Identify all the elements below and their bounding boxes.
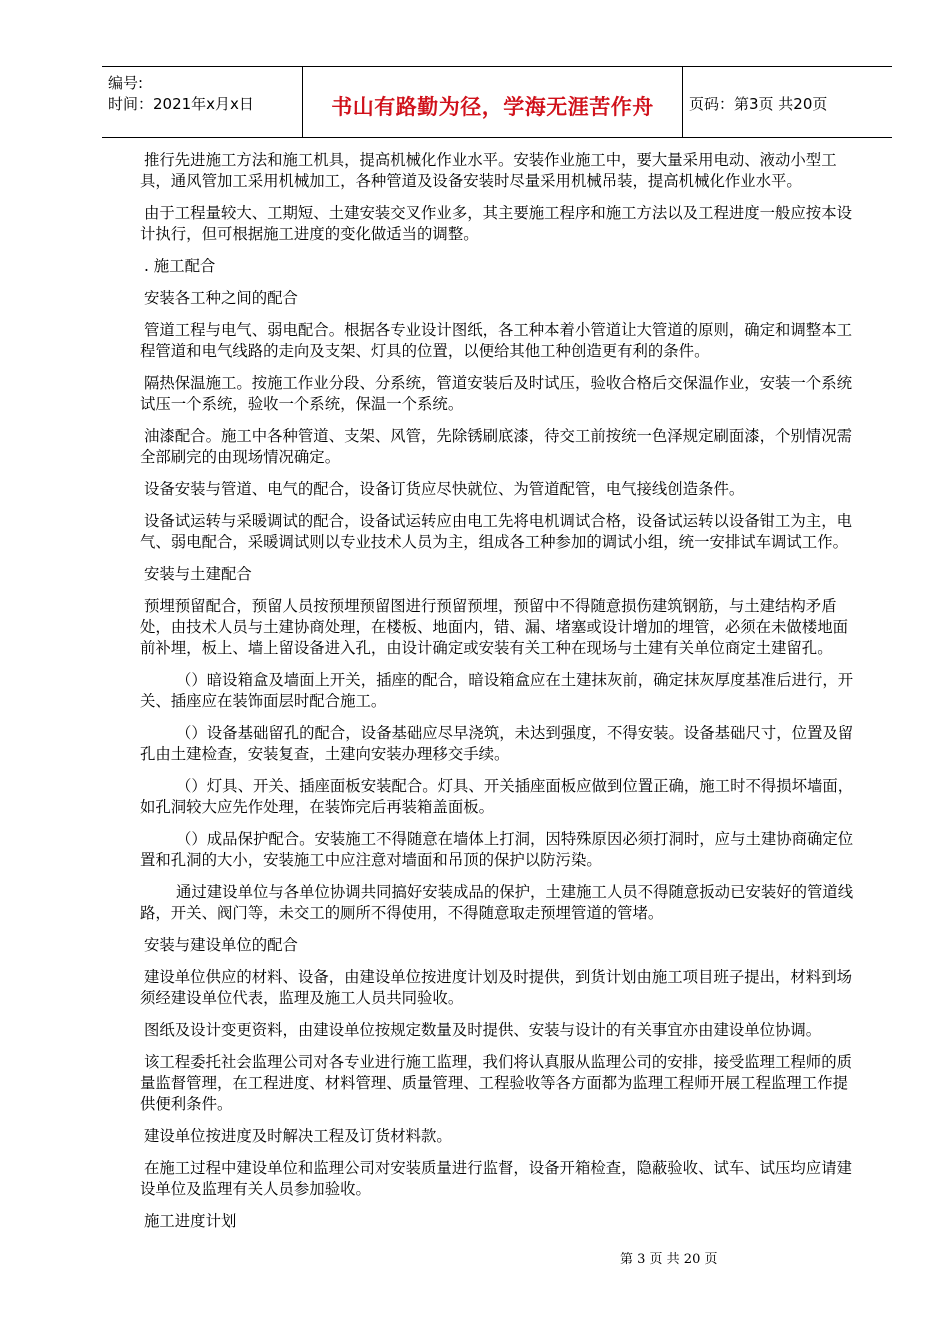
subsection-heading: 施工进度计划: [144, 1212, 237, 1230]
header-slogan: 书山有路勤为径，学海无涯苦作舟: [331, 95, 654, 119]
paragraph: 该工程委托社会监理公司对各专业进行施工监理，我们将认真服从监理公司的安排，接受监理工程师的质量监督管理，在工程进度、材料管理、质量管理、工程验收等各方面都为监理工程师开展工程监理工作提供便利条件。: [140, 1053, 852, 1113]
paragraph: 建设单位按进度及时解决工程及订货材料款。: [144, 1127, 452, 1145]
header-info-cell: [102, 67, 303, 137]
header-page-cell: [683, 67, 892, 137]
paragraph: 图纸及设计变更资料，由建设单位按规定数量及时提供、安装与设计的有关事宜亦由建设单位协调。: [144, 1021, 822, 1039]
paragraph: 通过建设单位与各单位协调共同搞好安装成品的保护，土建施工人员不得随意扳动已安装好的管道线路，开关、阀门等，未交工的厕所不得使用，不得随意取走预埋管道的管堵。: [140, 883, 854, 922]
paragraph: 设备安装与管道、电气的配合，设备订货应尽快就位、为管道配管，电气接线创造条件。: [144, 480, 745, 498]
paragraph: 推行先进施工方法和施工机具，提高机械化作业水平。安装作业施工中，要大量采用电动、液动小型工具，通风管加工采用机械加工，各种管道及设备安装时尽量采用机械吊装，提高机械化作业水平。: [140, 151, 837, 190]
subsection-heading: 安装与建设单位的配合: [144, 936, 298, 954]
paragraph: 预埋预留配合，预留人员按预埋预留图进行预留预埋，预留中不得随意损伤建筑钢筋，与土建结构矛盾处，由技术人员与土建协商处理，在楼板、地面内，错、漏、堵塞或设计增加的埋管，必须在未做楼地面前补埋，板上、墙上留设备进入孔，由设计确定或安装有关工种在现场与土建有关单位商定土建留孔。: [140, 597, 848, 657]
section-heading: . 施工配合: [144, 257, 216, 275]
subsection-heading: 安装各工种之间的配合: [144, 289, 298, 307]
list-item: （）成品保护配合。安装施工不得随意在墙体上打洞，因特殊原因必须打洞时，应与土建协商确定位置和孔洞的大小，安装施工中应注意对墙面和吊顶的保护以防污染。: [140, 830, 854, 869]
page-footer: 第 3 页 共 20 页: [620, 1252, 718, 1267]
list-item: （）暗设箱盒及墙面上开关，插座的配合，暗设箱盒应在土建抹灰前，确定抹灰厚度基准后进行，开关、插座应在装饰面层时配合施工。: [140, 671, 854, 710]
paragraph: 隔热保温施工。按施工作业分段、分系统，管道安装后及时试压，验收合格后交保温作业，安装一个系统试压一个系统，验收一个系统，保温一个系统。: [140, 374, 852, 413]
paragraph: 建设单位供应的材料、设备，由建设单位按进度计划及时提供，到货计划由施工项目班子提出，材料到场须经建设单位代表，监理及施工人员共同验收。: [140, 968, 852, 1007]
page-header: [102, 66, 892, 138]
list-item: （）灯具、开关、插座面板安装配合。灯具、开关插座面板应做到位置正确，施工时不得损坏墙面，如孔洞较大应先作处理，在装饰完后再装箱盖面板。: [140, 777, 854, 816]
document-body: [140, 150, 860, 1243]
paragraph: 管道工程与电气、弱电配合。根据各专业设计图纸，各工种本着小管道让大管道的原则，确定和调整本工程管道和电气线路的走向及支架、灯具的位置，以便给其他工种创造更有利的条件。: [140, 321, 852, 360]
subsection-heading: 安装与土建配合: [144, 565, 252, 583]
header-page-number: 页码：第3页 共20页: [689, 95, 828, 113]
paragraph: 在施工过程中建设单位和监理公司对安装质量进行监督，设备开箱检查，隐蔽验收、试车、试压均应请建设单位及监理有关人员参加验收。: [140, 1159, 852, 1198]
list-item: （）设备基础留孔的配合，设备基础应尽早浇筑，未达到强度，不得安装。设备基础尺寸，位置及留孔由土建检查，安装复查，土建向安装办理移交手续。: [140, 724, 854, 763]
paragraph: 由于工程量较大、工期短、土建安装交叉作业多，其主要施工程序和施工方法以及工程进度一般应按本设计执行，但可根据施工进度的变化做适当的调整。: [140, 204, 852, 243]
header-slogan-cell: [303, 67, 683, 137]
document-number-label: 编号:: [108, 74, 144, 92]
paragraph: 油漆配合。施工中各种管道、支架、风管，先除锈刷底漆，待交工前按统一色泽规定刷面漆，个别情况需全部刷完的由现场情况确定。: [140, 427, 852, 466]
document-date-label: 时间：2021年x月x日: [108, 95, 254, 113]
paragraph: 设备试运转与采暖调试的配合，设备试运转应由电工先将电机调试合格，设备试运转以设备钳工为主，电气、弱电配合，采暖调试则以专业技术人员为主，组成各工种参加的调试小组，统一安排试车调试工作。: [140, 512, 852, 551]
